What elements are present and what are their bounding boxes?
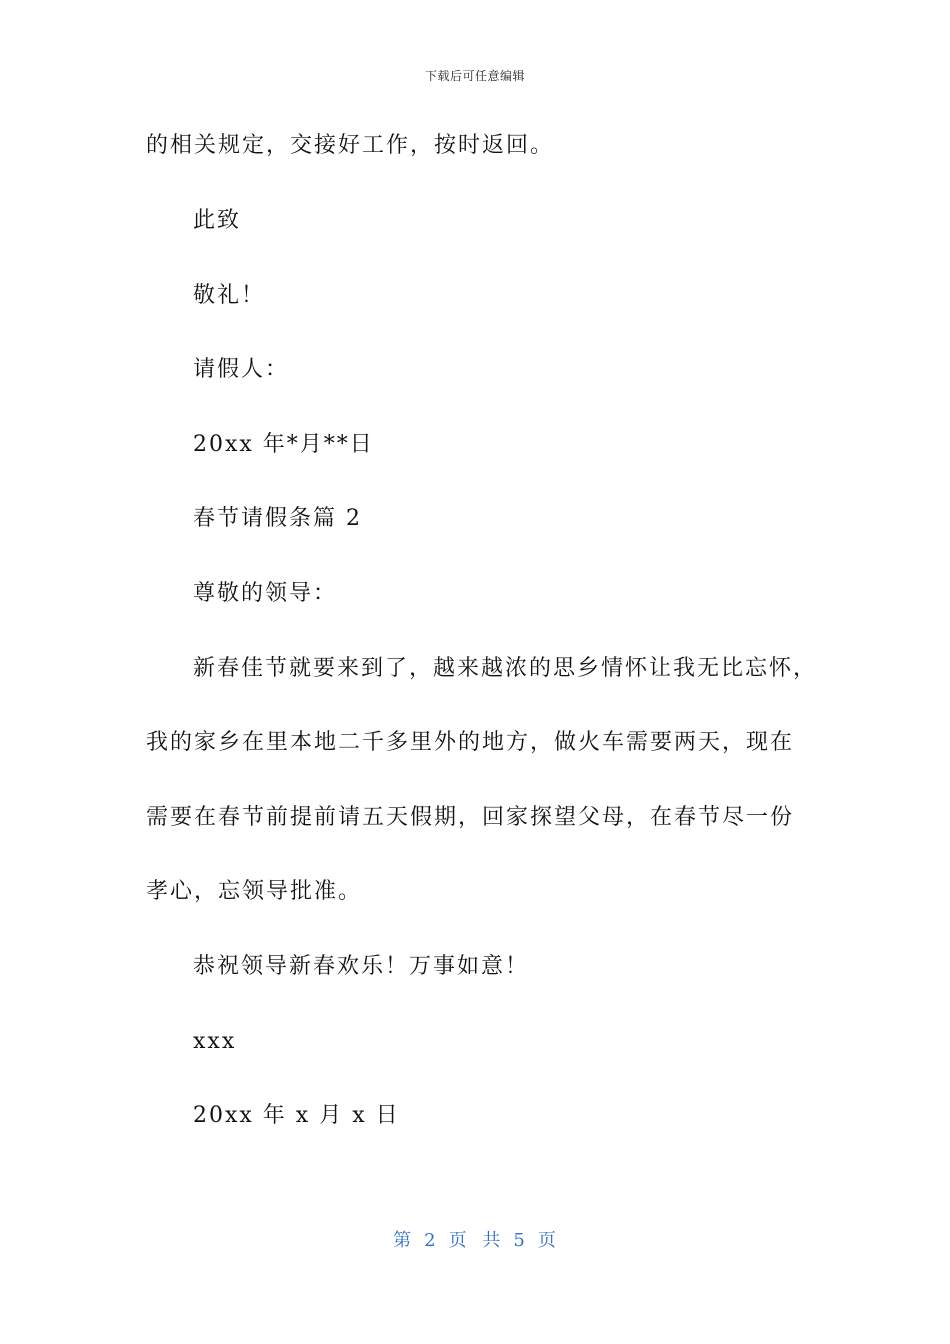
greeting-line: 尊敬的领导： (193, 581, 338, 606)
page-indicator (0, 1226, 950, 1252)
section-title: 春节请假条篇 2 (193, 506, 362, 531)
page-label-suffix: 页 (537, 1230, 557, 1251)
body-line-continuation: 的相关规定，交接好工作，按时返回。 (146, 133, 555, 158)
applicant-label: 请假人： (193, 357, 290, 382)
total-pages-number: 5 (513, 1230, 526, 1251)
body-paragraph-line: 需要在春节前提前请五天假期，回家探望父母，在春节尽一份 (146, 805, 795, 830)
closing-respect: 敬礼！ (193, 283, 266, 308)
date-line: 20xx 年*月**日 (193, 432, 374, 457)
signature-name: xxx (193, 1029, 237, 1054)
page-label-middle: 页 共 (448, 1230, 502, 1251)
body-paragraph-line: 我的家乡在里本地二千多里外的地方，做火车需要两天，现在 (146, 730, 795, 755)
wishes-line: 恭祝领导新春欢乐！万事如意！ (193, 954, 530, 979)
page-label-prefix: 第 (393, 1230, 413, 1251)
current-page-number: 2 (424, 1230, 437, 1251)
body-paragraph-line: 孝心，忘领导批准。 (146, 879, 363, 904)
header-note: 下载后可任意编辑 (424, 69, 525, 83)
signature-date: 20xx 年 x 月 x 日 (193, 1103, 400, 1128)
body-paragraph-line: 新春佳节就要来到了，越来越浓的思乡情怀让我无比忘怀， (193, 656, 818, 681)
closing-salutation: 此致 (193, 208, 242, 233)
